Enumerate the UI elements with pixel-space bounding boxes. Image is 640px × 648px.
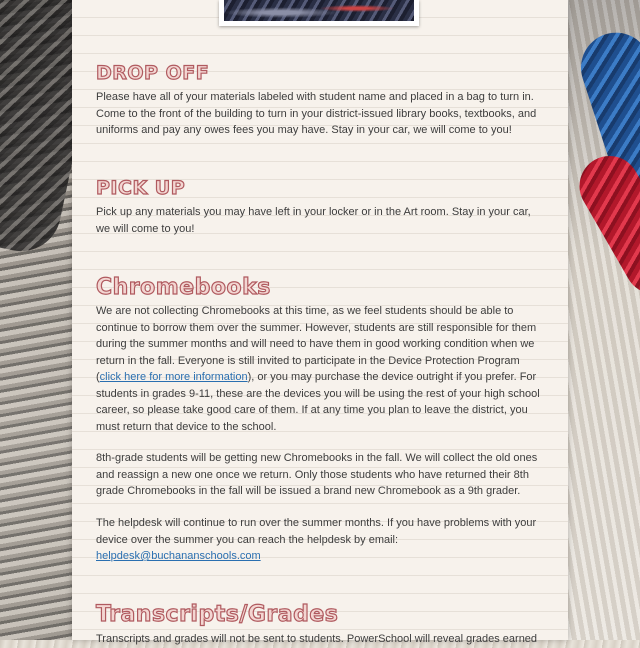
- chromebooks-paragraph-2: 8th-grade students will be getting new Chromebooks in the fall. We will collect the old ones and reassign a new one once we return. Only those students who have returned their 8th grade Chromebooks in the fall will be issued a brand new Chromebook as a 9th grader.: [96, 452, 538, 497]
- device-protection-link[interactable]: click here for more information: [99, 371, 248, 383]
- transcripts-heading: Transcripts/Grades: [96, 602, 339, 627]
- dropoff-heading: DROP OFF: [96, 62, 210, 84]
- chromebooks-p1-text-b: ), or you may purchase the device outright if you prefer. For students in grades 9-11, these are the devices you will be using the rest of your high school career, so please take good care of them. If at any time you plan to leave the district, you must return that device to the school.: [96, 371, 540, 433]
- chromebooks-p1-text-a: We are not collecting Chromebooks at this time, as we feel students should be able to continue to borrow them over the summer. However, students are still responsible for them during the summer months and will need to have them in good working condition when we return in the fall. Everyone is still invited to participate in the Device Protection Program (: [96, 305, 537, 383]
- chromebooks-heading: Chromebooks: [96, 275, 271, 300]
- dropoff-text: Please have all of your materials labeled with student name and placed in a bag to turn in. Come to the front of the building to turn in your district-issued library books, textbooks, and uniforms and pay any owes fees you may have. Stay in your car, we will come to you!: [96, 91, 537, 136]
- chromebooks-paragraph-1: [96, 303, 546, 435]
- content-panel: [72, 0, 568, 645]
- yarn-image-red: [569, 145, 640, 305]
- background-left: [0, 0, 72, 640]
- helpdesk-text: The helpdesk will continue to run over the summer months. If you have problems with your device over the summer you can reach the helpdesk by email:: [96, 517, 537, 546]
- pickup-heading: PICK UP: [96, 177, 186, 199]
- background-right: [568, 0, 640, 640]
- header-photo: [219, 0, 419, 26]
- transcripts-text: Transcripts and grades will not be sent to students. PowerSchool will reveal grades earned: [96, 633, 538, 645]
- chromebooks-paragraph-3: [96, 515, 546, 565]
- header-photo-image: [224, 0, 414, 21]
- helpdesk-email-link[interactable]: helpdesk@buchananschools.com: [96, 550, 261, 562]
- pickup-text: Pick up any materials you may have left in your locker or in the Art room. Stay in your car, we will come to you!: [96, 206, 531, 235]
